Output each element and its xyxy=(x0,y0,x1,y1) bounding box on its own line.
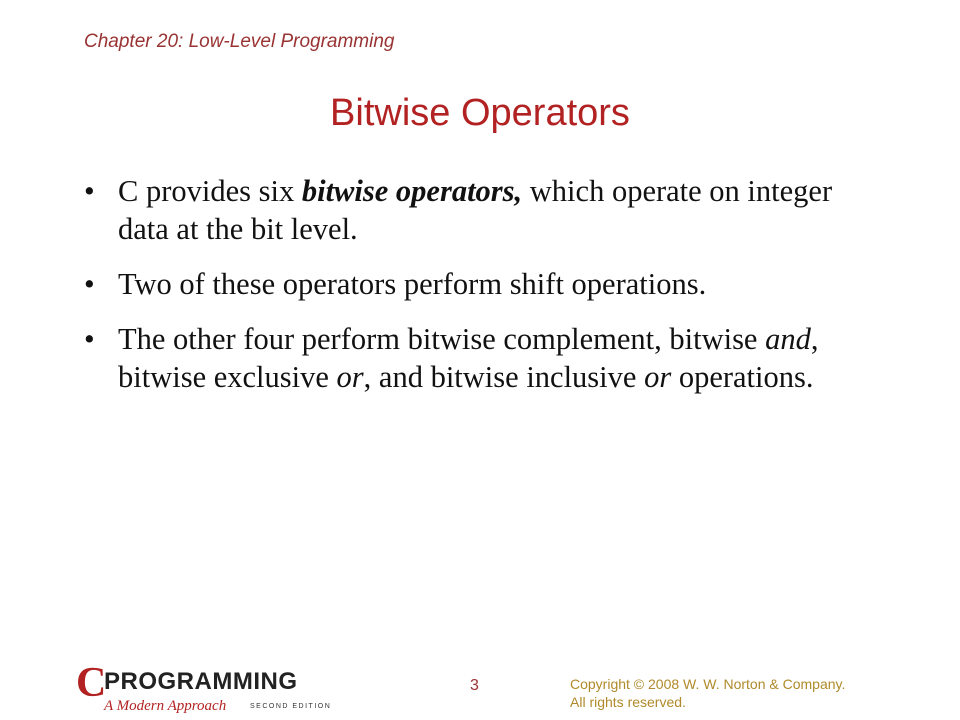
bullet-text: C provides six xyxy=(118,174,302,208)
page-number: 3 xyxy=(470,677,479,694)
bullet-emphasis: or xyxy=(336,360,364,394)
bullet-text: which operate on integer data at the bit level. xyxy=(118,174,833,246)
copyright-notice xyxy=(570,675,845,711)
bullet-item xyxy=(84,320,884,396)
bullet-text: , and bitwise inclusive xyxy=(363,360,645,394)
bullet-text: operations. xyxy=(671,360,814,394)
slide-title: Bitwise Operators xyxy=(330,92,630,134)
bullet-text: Two of these operators perform shift operations. xyxy=(118,267,707,301)
bullet-dot: • xyxy=(84,267,95,301)
copyright-line: All rights reserved. xyxy=(570,694,686,710)
bullet-item xyxy=(84,265,884,303)
book-logo xyxy=(76,660,366,718)
logo-word: PROGRAMMING xyxy=(104,668,298,695)
bullet-list xyxy=(84,172,884,413)
bullet-text: The other four perform bitwise complement, bitwise xyxy=(118,322,766,356)
bullet-emphasis: and xyxy=(765,322,811,356)
bullet-item xyxy=(84,172,884,248)
logo-edition: SECOND EDITION xyxy=(250,703,332,710)
chapter-header: Chapter 20: Low-Level Programming xyxy=(84,31,395,52)
logo-letter: C xyxy=(76,660,107,706)
copyright-line: Copyright © 2008 W. W. Norton & Company. xyxy=(570,676,846,692)
bullet-text: , bitwise exclusive xyxy=(118,322,819,394)
bullet-emphasis: or xyxy=(644,360,672,394)
logo-subtitle: A Modern Approach xyxy=(104,698,227,714)
bullet-dot: • xyxy=(84,322,95,356)
bullet-dot: • xyxy=(84,174,95,208)
bullet-emphasis: bitwise operators, xyxy=(301,174,523,208)
